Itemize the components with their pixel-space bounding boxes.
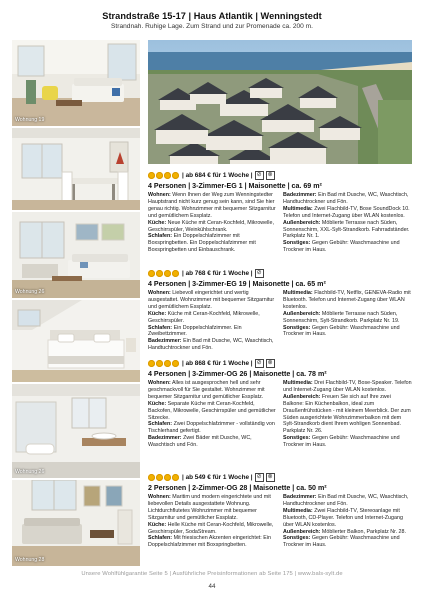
star-icon: [156, 474, 163, 481]
star-icon: [172, 172, 179, 179]
no-smoking-icon: ⊘: [256, 474, 262, 480]
listing-details-right: Badezimmer: Ein Bad mit Dusche, WC, Waschtisch, Handtuchtrockner und Fön. Multimedia: Zwei Flachbild-TV, Stereoanlage mit Bluetooth, CD-Player. Telefon und Internet-Zugang über WLAN kostenlos. Außenbereich: Möblierter Balkon, Parkplatz Nr. 28. Sonstiges: Gegen Gebühr: Waschmaschine und Trockner im Haus.: [283, 494, 409, 549]
listing-eg19: [148, 268, 412, 352]
star-icon: [148, 270, 155, 277]
star-icon: [172, 474, 179, 481]
page-header: [0, 11, 424, 30]
star-rating: [148, 474, 179, 481]
no-pets-icon: ⊗: [267, 474, 273, 480]
star-icon: [156, 360, 163, 367]
page-footer: Unsere Wohlfühlgarantie Seite 5 | Ausführliche Preisinformationen ab Seite 175 | www.bals-sylt.de: [81, 571, 343, 577]
listing-details-left: Wohnen: Alles ist ausgesprochen hell und sehr geschmackvoll für Sie gestaltet. Wohnzimmer mit bequemer Sitzgarnitur und gemütlicher Essplatz. Küche: Separate Küche mit Ceran-Kochfeld, Backofen, Mikrowelle, Geschirrspüler und gemütlicher Sitzecke. Schlafen: Zwei Doppelschlafzimmer - vollständig von Tischlerhand gefertigt. Badezimmer: Zwei Bäder mit Dusche, WC, Waschtisch und Fön.: [148, 380, 276, 449]
photo-caption: Wohnung 26: [15, 469, 45, 475]
rating-row: [148, 170, 412, 180]
star-icon: [148, 474, 155, 481]
listing-headline: 4 Personen | 3-Zimmer-EG 1 | Maisonette | ca. 69 m²: [148, 182, 322, 190]
photo-living-room-26: [12, 212, 140, 298]
listing-details-right: Badezimmer: Ein Bad mit Dusche, WC, Waschtisch, Handtuchtrockner und Fön. Multimedia: Zwei Flachbild-TV, Bose SoundDock 10. Telefon und Internet-Zugang über WLAN kostenlos. Außenbereich: Möblierte Terrasse nach Süden, Sonnenschirm, XXL-Sylt-Strandkorb. Fahrradständer. Parkplatz Nr. 1. Sonstiges: Gegen Gebühr: Waschmaschine und Trockner im Haus.: [283, 192, 410, 254]
rating-row: [148, 358, 412, 368]
listing-eg1: [148, 170, 412, 254]
star-rating: [148, 172, 179, 179]
price: | ab 549 € für 1 Woche |: [182, 473, 253, 481]
photo-bedroom-26: [12, 300, 140, 382]
star-icon: [172, 360, 179, 367]
star-rating: [148, 270, 179, 277]
page-title: Strandstraße 15-17 | Haus Atlantik | Wenningstedt: [102, 11, 322, 21]
page-subtitle: Strandnah. Ruhige Lage. Zum Strand und zur Promenade ca. 200 m.: [111, 23, 313, 30]
listing-details-left: Wohnen: Wenn Ihnen der Weg zum Wenningstedter Hauptstrand nicht kurz genug sein kann, sind Sie hier genau richtig. Wohnzimmer mit bequemer Sitzgarnitur und gemütlichem Essplatz. Küche: Neue Küche mit Ceran-Kochfeld, Mikrowelle, Geschirrspüler, Weinkühlschrank. Schlafen: Ein Doppelschlafzimmer mit Boxspringbetten. Ein Doppelschlafzimmer mit Boxspringbetten und Einbauschrank.: [148, 192, 276, 254]
star-icon: [164, 270, 171, 277]
listing-details-right: Multimedia: Drei Flachbild-TV, Bose-Speaker. Telefon und Internet-Zugang über WLAN kostenlos. Außenbereich: Freuen Sie sich auf Ihre zwei Balkone: Ein Küchenbalkon, ideal zum Draußenfrühstücken - mit kleinem Meerblick. Der zum Süden ausgerichtete Wohnzimmerbalkon mit dem Sylt-Strandkorb dient Ihrem wohligen Sonnenbad. Parkplatz Nr. 26. Sonstiges: Gegen Gebühr: Waschmaschine und Trockner im Haus.: [283, 380, 412, 449]
price: | ab 868 € für 1 Woche |: [182, 359, 253, 367]
listing-og26: [148, 358, 412, 449]
star-icon: [164, 360, 171, 367]
no-smoking-icon: ⊘: [256, 360, 262, 366]
listing-details-left: Wohnen: Liebevoll eingerichtet und wertig ausgestattet. Wohnzimmer mit bequemer Sitzgarnitur und gemütlichem Essplatz. Küche: Küche mit Ceran-Kochfeld, Mikrowelle, Geschirrspüler. Schlafen: Ein Doppelschlafzimmer. Ein Zweibettzimmer. Badezimmer: Ein Bad mit Dusche, WC, Waschtisch, Handtuchtrockner und Fön.: [148, 290, 275, 352]
page-number: 44: [208, 583, 216, 590]
listing-headline: 2 Personen | 2-Zimmer-OG 28 | Maisonette | ca. 50 m²: [148, 484, 327, 492]
star-icon: [172, 270, 179, 277]
star-icon: [148, 172, 155, 179]
photo-caption: Wohnung 19: [15, 117, 45, 123]
listing-details-left: Wohnen: Maritim und modern eingerichtete und mit liebevollen Details ausgestattete Wohnung. Lichtdurchflutetes Wohnzimmer mit bequemer Sitzgarnitur und gemütlicher Essplatz. Küche: Helle Küche mit Ceran-Kochfeld, Mikrowelle, Geschirrspüler, SodaStream. Schlafen: Mit friesischen Akzenten eingerichtet: Ein Doppelschlafzimmer mit Boxspringbetten.: [148, 494, 274, 549]
star-icon: [164, 172, 171, 179]
rating-row: [148, 472, 412, 482]
listing-headline: 4 Personen | 3-Zimmer-OG 26 | Maisonette | ca. 78 m²: [148, 370, 327, 378]
photo-living-room-19: [12, 40, 140, 126]
price: | ab 684 € für 1 Woche |: [182, 171, 253, 179]
star-icon: [156, 172, 163, 179]
star-icon: [148, 360, 155, 367]
no-pets-icon: ⊗: [267, 360, 273, 366]
rating-row: [148, 268, 412, 278]
listing-details-right: Multimedia: Flachbild-TV, Netflix, GENEVA-Radio mit Bluetooth. Telefon und Internet-Zugang über WLAN kostenlos. Außenbereich: Möblierte Terrasse nach Süden, Sonnenschirm, Sylt-Strandkorb. Parkplatz Nr. 19. Sonstiges: Gegen Gebühr: Waschmaschine und Trockner im Haus.: [283, 290, 411, 338]
photo-aerial-view: [148, 40, 412, 164]
no-smoking-icon: ⊘: [256, 172, 262, 178]
no-smoking-icon: ⊘: [256, 270, 262, 276]
photo-living-room-28: [12, 480, 140, 566]
star-rating: [148, 360, 179, 367]
photo-bathroom-26: [12, 384, 140, 478]
listing-headline: 4 Personen | 3-Zimmer-EG 19 | Maisonette | ca. 65 m²: [148, 280, 326, 288]
star-icon: [156, 270, 163, 277]
no-pets-icon: ⊗: [267, 172, 273, 178]
price: | ab 768 € für 1 Woche |: [182, 269, 253, 277]
listing-og28: [148, 472, 412, 549]
photo-caption: Wohnung 28: [15, 557, 45, 563]
photo-caption: Wohnung 26: [15, 289, 45, 295]
star-icon: [164, 474, 171, 481]
photo-dining-19: [12, 128, 140, 210]
